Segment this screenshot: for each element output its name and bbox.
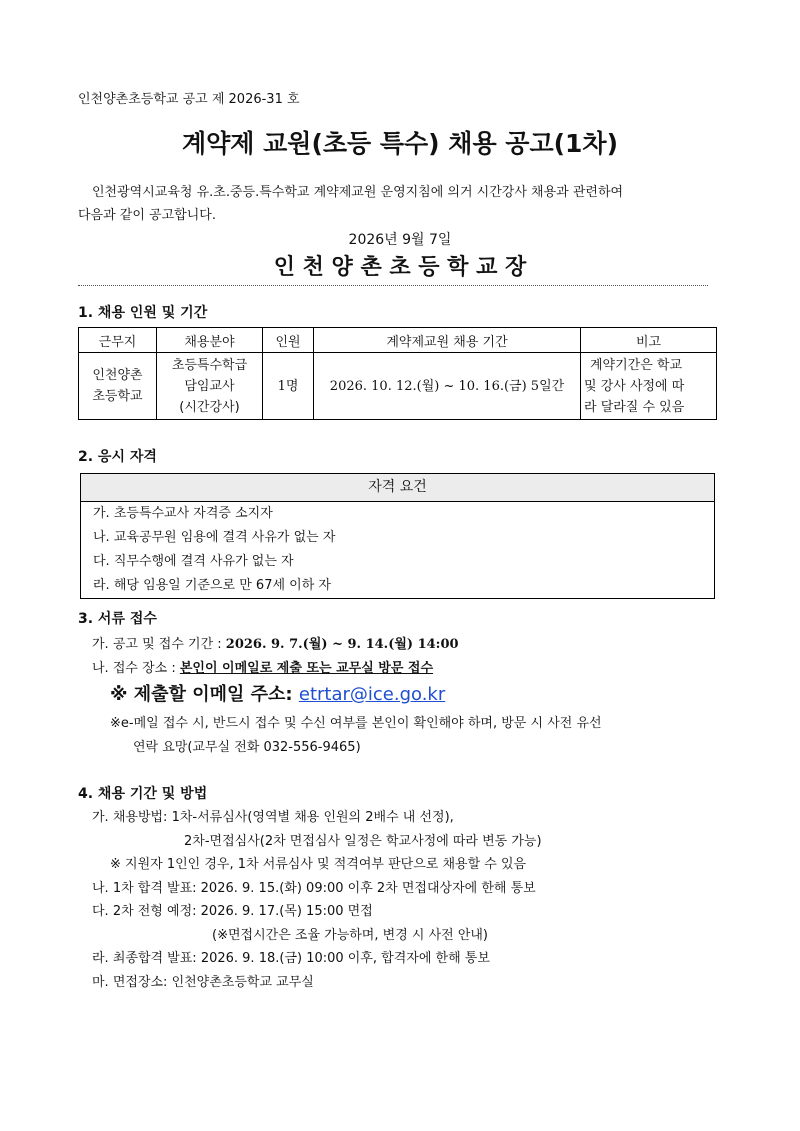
email-line xyxy=(110,680,445,706)
field-line: (시간강사) xyxy=(179,399,240,415)
divider xyxy=(78,285,708,286)
qualification-item: 라. 해당 임용일 기준으로 만 67세 이하 자 xyxy=(93,578,331,593)
section1-heading: 1. 채용 인원 및 기간 xyxy=(78,305,208,321)
notice-number: 인천양촌초등학교 공고 제 2026-31 호 xyxy=(78,92,300,107)
interview-place: 마. 면접장소: 인천양촌초등학교 교무실 xyxy=(92,975,314,990)
section3-heading: 3. 서류 접수 xyxy=(78,611,157,627)
qualification-item: 나. 교육공무원 임용에 결격 사유가 없는 자 xyxy=(93,530,336,545)
col-note: 비고 xyxy=(581,328,717,353)
field-line: 초등특수학급 xyxy=(171,357,248,373)
application-place-value: 본인이 이메일로 제출 또는 교무실 방문 접수 xyxy=(179,661,434,676)
email-label: ※ 제출할 이메일 주소: xyxy=(110,684,299,705)
email-note-line-1: ※e-메일 접수 시, 반드시 접수 및 수신 여부를 본인이 확인해야 하며, 방문 시 사전 유선 xyxy=(110,716,602,731)
qualification-item: 가. 초등특수교사 자격증 소지자 xyxy=(93,506,273,521)
section2-heading: 2. 응시 자격 xyxy=(78,449,157,465)
note-line: 라 달라질 수 있음 xyxy=(584,399,685,415)
cell-note xyxy=(581,353,717,420)
cell-period: 2026. 10. 12.(월) ~ 10. 16.(금) 5일간 xyxy=(314,353,581,420)
cell-count: 1명 xyxy=(263,353,314,420)
qualification-table xyxy=(80,473,715,599)
email-link[interactable]: etrtar@ice.go.kr xyxy=(298,684,446,705)
application-period-value: 2026. 9. 7.(월) ~ 9. 14.(월) 14:00 xyxy=(225,637,459,652)
cell-field xyxy=(157,353,263,420)
application-place-label: 나. 접수 장소 : xyxy=(92,661,180,676)
workplace-line: 초등학교 xyxy=(92,389,143,404)
section4-heading: 4. 채용 기간 및 방법 xyxy=(78,786,208,802)
issuer: 인 천 양 촌 초 등 학 교 장 xyxy=(273,255,527,280)
application-place xyxy=(92,657,433,676)
first-result: 나. 1차 합격 발표: 2026. 9. 15.(화) 09:00 이후 2차 면접대상자에 한해 통보 xyxy=(92,881,536,896)
method-line-2: 2차-면접심사(2차 면접심사 일정은 학교사정에 따라 변동 가능) xyxy=(184,834,542,849)
intro-line-1: 인천광역시교육청 유.초.중등.특수학교 계약제교원 운영지침에 의거 시간강사 채용과 관련하여 xyxy=(92,185,624,200)
application-period-label: 가. 공고 및 접수 기간 : xyxy=(92,637,226,652)
notice-date: 2026년 9월 7일 xyxy=(348,232,452,248)
qualification-item: 다. 직무수행에 결격 사유가 없는 자 xyxy=(93,554,294,569)
page-title: 계약제 교원(초등 특수) 채용 공고(1차) xyxy=(181,129,618,158)
col-workplace: 근무지 xyxy=(79,328,157,353)
recruit-table xyxy=(78,327,717,420)
final-result: 라. 최종합격 발표: 2026. 9. 18.(금) 10:00 이후, 합격자에 한해 통보 xyxy=(92,951,490,966)
second-stage: 다. 2차 전형 예정: 2026. 9. 17.(목) 15:00 면접 xyxy=(92,904,373,919)
col-field: 채용분야 xyxy=(157,328,263,353)
cell-workplace xyxy=(79,353,157,420)
note-line: 및 강사 사정에 따 xyxy=(584,378,685,394)
col-period: 계약제교원 채용 기간 xyxy=(314,328,581,353)
note-line: 계약기간은 학교 xyxy=(590,357,683,373)
second-stage-note: (※면접시간은 조율 가능하며, 변경 시 사전 안내) xyxy=(212,928,489,943)
qualification-header: 자격 요건 xyxy=(81,474,714,502)
col-count: 인원 xyxy=(263,328,314,353)
method-line-1: 가. 채용방법: 1차-서류심사(영역별 채용 인원의 2배수 내 선정), xyxy=(92,810,454,825)
intro-line-2: 다음과 같이 공고합니다. xyxy=(78,208,216,223)
workplace-line: 인천양촌 xyxy=(92,368,143,383)
application-period xyxy=(92,633,459,652)
table-header-row xyxy=(79,328,717,353)
field-line: 담임교사 xyxy=(184,378,235,394)
method-note: ※ 지원자 1인인 경우, 1차 서류심사 및 적격여부 판단으로 채용할 수 있음 xyxy=(110,857,527,872)
email-note-line-2: 연락 요망(교무실 전화 032-556-9465) xyxy=(133,740,361,755)
table-row xyxy=(79,353,717,420)
